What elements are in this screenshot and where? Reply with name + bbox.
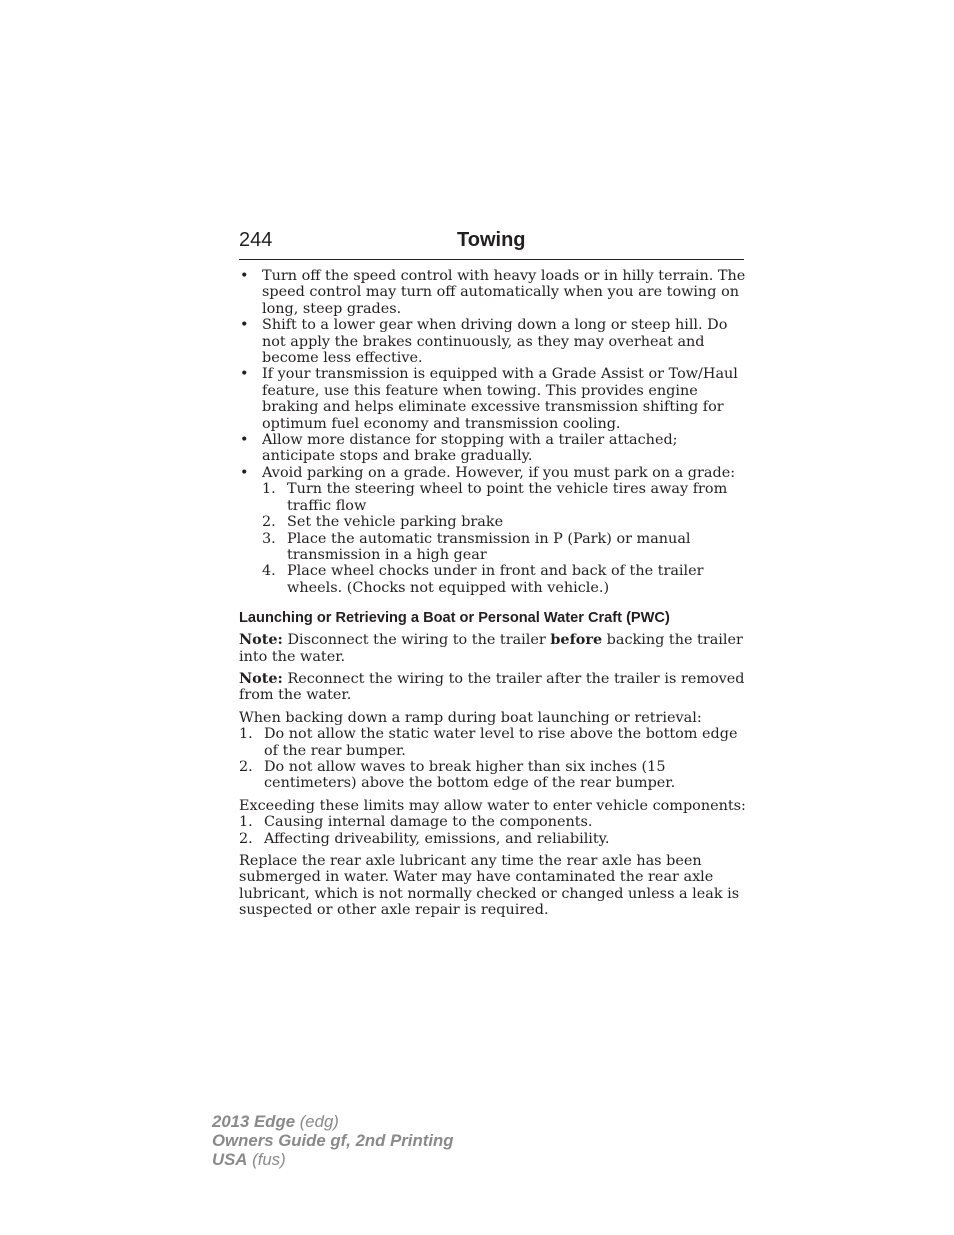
- list-item-text: Turn off the speed control with heavy loads or in hilly terrain. The speed control may turn off automatically when you are towing on long, steep grades.: [262, 268, 746, 317]
- list-item-text: If your transmission is equipped with a Grade Assist or Tow/Haul feature, use this feature when towing. This provides engine braking and helps eliminate excessive transmission shifting for optimum fuel economy and transmission cooling.: [262, 366, 738, 432]
- list-item: [239, 814, 747, 830]
- step-number: 1.: [239, 726, 253, 743]
- step-text: Causing internal damage to the components.: [264, 814, 593, 831]
- step-text: Turn the steering wheel to point the vehicle tires away from traffic flow: [287, 481, 728, 514]
- towing-tips-list: [239, 268, 747, 596]
- note-before: [239, 632, 747, 665]
- note-label: Note:: [239, 669, 283, 687]
- list-item: [239, 268, 747, 317]
- parking-steps-list: [262, 481, 747, 596]
- step-number: 2.: [239, 758, 253, 775]
- footer-model-code: (edg): [295, 1112, 339, 1131]
- list-item-text: Allow more distance for stopping with a trailer attached; anticipate stops and brake gradually.: [262, 432, 678, 465]
- note-emphasis: before: [550, 631, 603, 649]
- limits-intro: Exceeding these limits may allow water to enter vehicle components:: [239, 797, 746, 814]
- step-text: Affecting driveability, emissions, and reliability.: [264, 830, 610, 847]
- list-item-text: Shift to a lower gear when driving down a long or steep hill. Do not apply the brakes continuously, as they may overheat and become less effective.: [262, 317, 728, 367]
- footer-market-code: (fus): [247, 1150, 286, 1169]
- note-text: Reconnect the wiring to the trailer after the trailer is removed from the water.: [239, 670, 745, 704]
- note-text: backing the trailer into the water.: [239, 632, 743, 665]
- footer-line-1: [212, 1112, 453, 1131]
- footer-line-2: Owners Guide gf, 2nd Printing: [212, 1131, 454, 1150]
- list-item: [239, 831, 747, 847]
- footer-model: 2013 Edge: [212, 1112, 296, 1131]
- parking-step: [262, 531, 747, 564]
- step-text: Place wheel chocks under in front and back of the trailer wheels. (Chocks not equipped with vehicle.): [287, 563, 704, 596]
- step-number: 2.: [239, 830, 253, 847]
- footer-market: USA: [212, 1150, 248, 1169]
- step-text: Do not allow the static water level to rise above the bottom edge of the rear bumper.: [264, 726, 738, 759]
- list-item: [239, 759, 747, 792]
- step-number: 3.: [262, 530, 276, 547]
- parking-step: [262, 563, 747, 596]
- page-number: 244: [239, 229, 273, 251]
- parking-step: [262, 481, 747, 514]
- step-number: 1.: [262, 481, 276, 498]
- limits-steps-list: [239, 814, 747, 847]
- closing-paragraph: Replace the rear axle lubricant any time the rear axle has been submerged in water. Water may have contaminated the rear axle lubricant, which is not normally checked or changed unless a leak is suspected or other axle repair is required.: [239, 853, 740, 919]
- print-footer: [212, 1112, 453, 1169]
- page-header: [239, 228, 744, 260]
- page-title: Towing: [457, 229, 526, 251]
- backing-steps-list: [239, 726, 747, 792]
- step-text: Set the vehicle parking brake: [287, 514, 504, 531]
- list-item: [239, 432, 747, 465]
- list-item: [239, 366, 747, 432]
- parking-step: [262, 514, 747, 530]
- list-item-text: Avoid parking on a grade. However, if you must park on a grade:: [262, 464, 736, 481]
- page-body: [239, 268, 747, 919]
- list-item: [239, 465, 747, 596]
- step-number: 4.: [262, 563, 276, 580]
- note-after: [239, 671, 747, 704]
- footer-line-3: [212, 1150, 453, 1169]
- note-label: Note:: [239, 631, 283, 649]
- note-text: Disconnect the wiring to the trailer: [282, 632, 551, 649]
- list-item: [239, 317, 747, 366]
- step-number: 1.: [239, 814, 253, 831]
- step-text: Do not allow waves to break higher than six inches (15 centimeters) above the bottom edge of the rear bumper.: [264, 758, 676, 792]
- backing-intro: When backing down a ramp during boat launching or retrieval:: [239, 709, 702, 726]
- step-number: 2.: [262, 514, 276, 531]
- list-item: [239, 726, 747, 759]
- step-text: Place the automatic transmission in P (Park) or manual transmission in a high gear: [287, 530, 691, 563]
- section-heading: Launching or Retrieving a Boat or Personal Water Craft (PWC): [239, 610, 670, 627]
